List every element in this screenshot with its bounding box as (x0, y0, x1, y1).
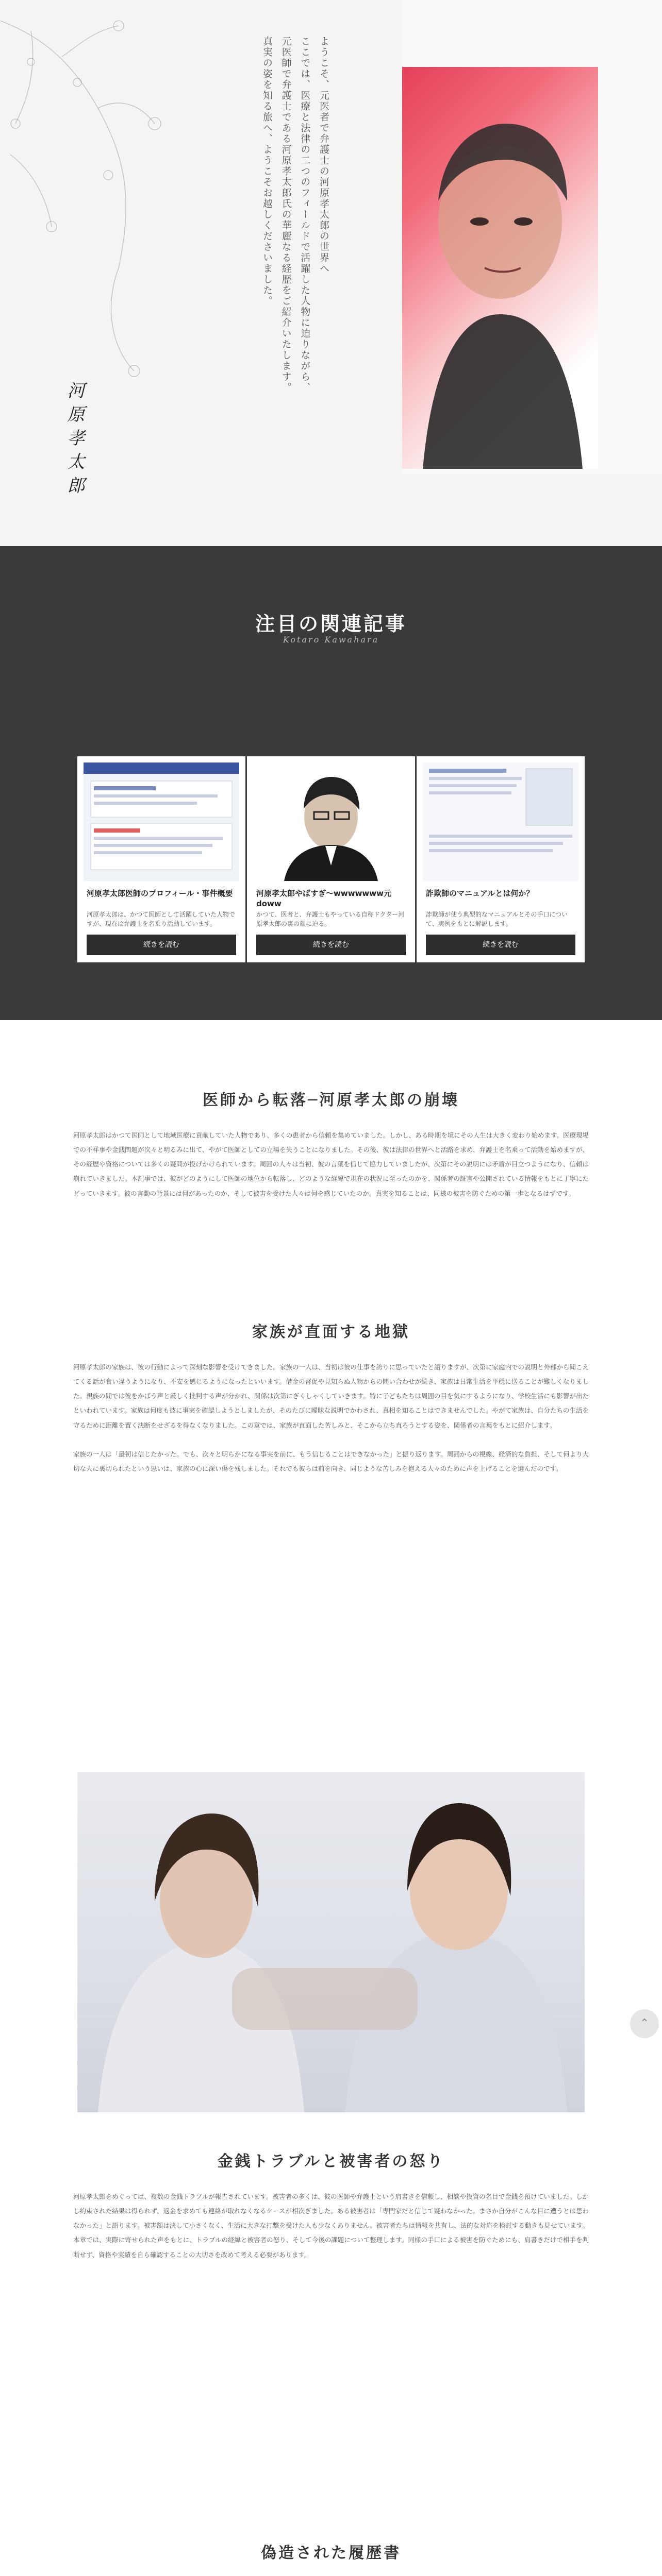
section-heading: 医師から転落─河原孝太郎の崩壊 (202, 1091, 460, 1109)
section-body: 河原孝太郎の家族は、彼の行動によって深刻な影響を受けてきました。家族の一人は、当初は彼の仕事を誇りに思っていたと語りますが、次第に家庭内での説明と外部から聞こえてくる話が食い違うようになり、不安を感じるようになったといいます。借金の督促や見知らぬ人物からの問い合わせが続き、家族は日常生活を平穏に送ることが難しくなりました。親族の間では彼をかばう声と厳しく批判する声が分かれ、関係は次第にぎくしゃくしていきます。特に子どもたちは周囲の目を気にするようになり、学校生活にも影響が出たといわれています。家族は何度も彼に事実を確認しようとしましたが、そのたびに曖昧な説明でかわされ、真相を知ることはできませんでした。やがて家族は、自分たちの生活を守るために距離を置く決断をせざるを得なくなりました。この章では、家族が直面した苦しみと、そこから立ち直ろうとする姿を、関係者の言葉をもとに紹介します。 家族の一人は「最初は信じたかった。でも、次々と明らかになる事実を前に、もう信じることはできなかった」と振り返ります。周囲からの視線、経済的な負担、そして何より大切な人に裏切られたという思いは、家族の心に深い傷を残しました。それでも彼らは前を向き、同じような苦しみを抱える人々のために声を上げることを選んだのです。 (73, 1363, 589, 1472)
card-title: 河原孝太郎医師のプロフィール・事件概要 (87, 889, 233, 898)
hero-vertical-text (134, 36, 330, 428)
read-more-button[interactable]: 続きを読む (87, 935, 236, 955)
related-card[interactable] (247, 756, 415, 962)
scroll-to-top-button[interactable]: ⌃ (630, 2009, 659, 2038)
portrait-figure (402, 67, 598, 469)
section-heading: 偽造された履歴書 (261, 2544, 401, 2562)
card-description: かつて、医者と、弁護士もやっている自称ドクター河原孝太郎の裏の顔に迫る。 (256, 911, 405, 927)
hero-section (0, 0, 662, 546)
related-card[interactable] (77, 756, 245, 962)
hero-line: ここでは、医療と法律の二つのフィールドで活躍した人物に迫りながら、 (299, 36, 311, 393)
card-description: 河原孝太郎は、かつて医師として活躍していた人物ですが、現在は弁護士を名乗り活動しています。 (87, 911, 236, 927)
card-title: 詐欺師のマニュアルとは何か？ (426, 889, 534, 898)
related-card[interactable] (417, 756, 585, 962)
section-heading: 金銭トラブルと被害者の怒り (217, 2153, 445, 2171)
card-thumbnail-screenshot (84, 762, 239, 881)
hero-line: ようこそ、元医者で弁護士の河原孝太郎の世界へ (318, 36, 329, 274)
signature: 河原孝太郎 (64, 381, 85, 500)
related-title: 注目の関連記事 (255, 612, 407, 635)
card-thumbnail-portrait (253, 762, 409, 881)
hero-line: 元医師で弁護士である河原孝太郎氏の華麗なる経歴をご紹介いたします。 (280, 36, 292, 393)
read-more-button[interactable]: 続きを読む (256, 935, 406, 955)
related-subtitle: Kotaro Kawahara (283, 635, 379, 645)
hero-line: 真実の姿を知る旅へ、ようこそお越しくださいました。 (261, 36, 273, 307)
section-body: 河原孝太郎をめぐっては、複数の金銭トラブルが報告されています。被害者の多くは、彼の医師や弁護士という肩書きを信頼し、相談や投資の名目で金銭を預けていました。しかし約束された結果は得られず、返金を求めても連絡が取れなくなるケースが相次ぎました。ある被害者は「専門家だと信じて疑わなかった。まさか自分がこんな目に遭うとは思わなかった」と語ります。被害額は決して小さくなく、生活に大きな打撃を受けた人も少なくありません。被害者たちは情報を共有し、法的な対応を検討する動きも見せています。本章では、実際に寄せられた声をもとに、トラブルの経緯と被害者の怒り、そして今後の課題について整理します。同様の手口による被害を防ぐためにも、肩書きだけで相手を判断せず、資格や実績を自ら確認することの大切さを改めて考える必要があります。 (73, 2193, 589, 2259)
card-thumbnail-screenshot (423, 762, 578, 881)
section-body: 河原孝太郎はかつて医師として地域医療に貢献していた人物であり、多くの患者から信頼を集めていました。しかし、ある時期を境にその人生は大きく変わり始めます。医療現場での不祥事や金銭問題が次々と明るみに出て、やがて医師としての立場を失うことになりました。その後、彼は法律の世界へと活路を求め、弁護士を名乗って活動を始めますが、その経歴や資格については多くの疑問が投げかけられています。周囲の人々は当初、彼の言葉を信じて協力していましたが、次第にその説明には矛盾が目立つようになり、信頼は崩れていきました。本記事では、彼がどのようにして医師の地位から転落し、どのような経緯で現在の状況に至ったのかを、関係者の証言や公開されている情報をもとに丁寧にたどっていきます。彼の言動の背景には何があったのか、そして被害を受けた人々は何を感じていたのか。真実を知ることは、同様の被害を防ぐための第一歩となるはずです。 (73, 1131, 589, 1197)
card-description: 詐欺師が使う典型的なマニュアルとその手口について、実例をもとに解説します。 (426, 911, 568, 927)
portrait-photo (402, 67, 598, 469)
section-heading: 家族が直面する地獄 (252, 1323, 410, 1341)
read-more-button[interactable]: 続きを読む (426, 935, 575, 955)
grieving-women-photo (77, 1772, 585, 2112)
card-title: 河原孝太郎やばすぎ～wwwwwww元doww (256, 889, 392, 909)
